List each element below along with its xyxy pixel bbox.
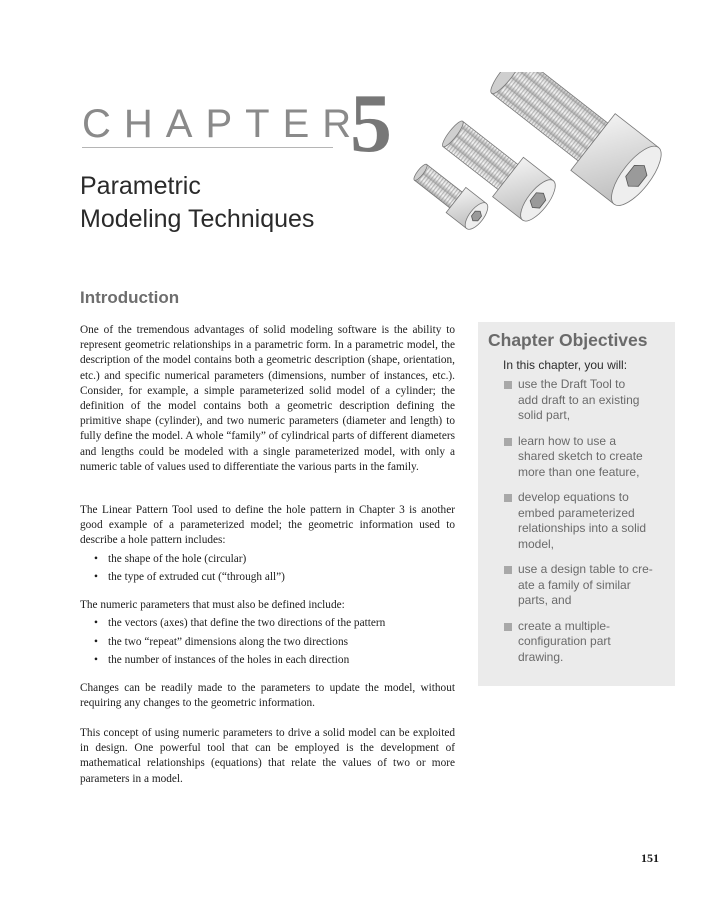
list-item: • the vectors (axes) that define the two directions of the pattern [80,616,455,631]
square-bullet-icon [504,438,512,446]
square-bullet-icon [504,381,512,389]
objective-text: learn how to use a shared sketch to create more than one feature, [518,433,643,479]
objective-item [504,619,664,666]
section-heading-introduction: Introduction [80,288,180,307]
numeric-parameters-list [80,616,455,668]
intro-paragraph-3: The numeric parameters that must also be defined include: • the vectors (axes) that define the two directions of the pattern • the two “repeat” dimensions along the two directions • the number of instances of the holes in each direction [80,598,455,671]
intro-paragraph-4: Changes can be readily made to the parameters to update the model, without requiring any changes to the geometric information. [80,682,455,710]
objective-item [504,377,664,424]
socket-head-cap-screws-icon [408,72,678,252]
objective-text: use the Draft Tool to add draft to an existing solid part, [518,377,640,422]
objective-text: develop equations to embed parameterized relationships into a solid model, [518,490,647,551]
chapter-objectives-heading: Chapter Objectives [488,330,648,350]
list-item: • the shape of the hole (circular) [80,552,455,567]
objective-item [504,562,664,609]
intro-paragraph-1: One of the tremendous advantages of solid modeling software is the ability to represent geometric relationships in a parametric form. In a parametric model, the description of the model contains both a geometric description (shape, orientation, etc.) and specific numerical parameters (dimensions, number of instances, etc.). Consider, for example, a simple parameterized solid model of a cylinder; the definition of the model contains both a geometric description defining the primitive shape (cylinder), and two numeric parameters (diameter and length) to fully define the model. A whole “family” of cylindrical parts of different diameters and lengths could be modeled with a single parameterized model, with only a numeric table of values used to differentiate the various parts in the family. [80,324,455,473]
list-item: • the number of instances of the holes in each direction [80,653,455,668]
objectives-list [504,377,664,665]
objective-text: use a design table to cre- ate a family of similar parts, and [518,562,653,607]
intro-paragraph-5: This concept of using numeric parameters to drive a solid model can be exploited in design. One powerful tool that can be employed is the development of mathematical relationships (equations) that relate the values of two or more parameters in a model. [80,727,455,785]
page-number: 151 [641,851,659,865]
objective-text: create a multiple- configuration part drawing. [518,618,611,664]
list-item: • the type of extruded cut (“through all”) [80,570,455,585]
list-item: • the two “repeat” dimensions along the two directions [80,635,455,650]
objective-item [504,490,664,552]
objective-item [504,434,664,481]
chapter-rule-divider [82,147,333,148]
geometric-info-list [80,552,455,586]
intro-paragraph-2: The Linear Pattern Tool used to define the hole pattern in Chapter 3 is another good example of a parameterized model; the geometric information used to describe a hole pattern includes: • the shape of the hole (circular) • the type of extruded cut (“through all”) [80,503,455,588]
chapter-label: CHAPTER [82,102,365,146]
chapter-objectives-intro: In this chapter, you will: [503,358,628,372]
chapter-number: 5 [350,77,392,170]
square-bullet-icon [504,566,512,574]
chapter-title-line2: Modeling Techniques [80,205,315,233]
chapter-title-line1: Parametric [80,172,201,200]
chapter-objectives-box [478,322,675,686]
square-bullet-icon [504,623,512,631]
chapter-title [80,170,314,236]
square-bullet-icon [504,494,512,502]
